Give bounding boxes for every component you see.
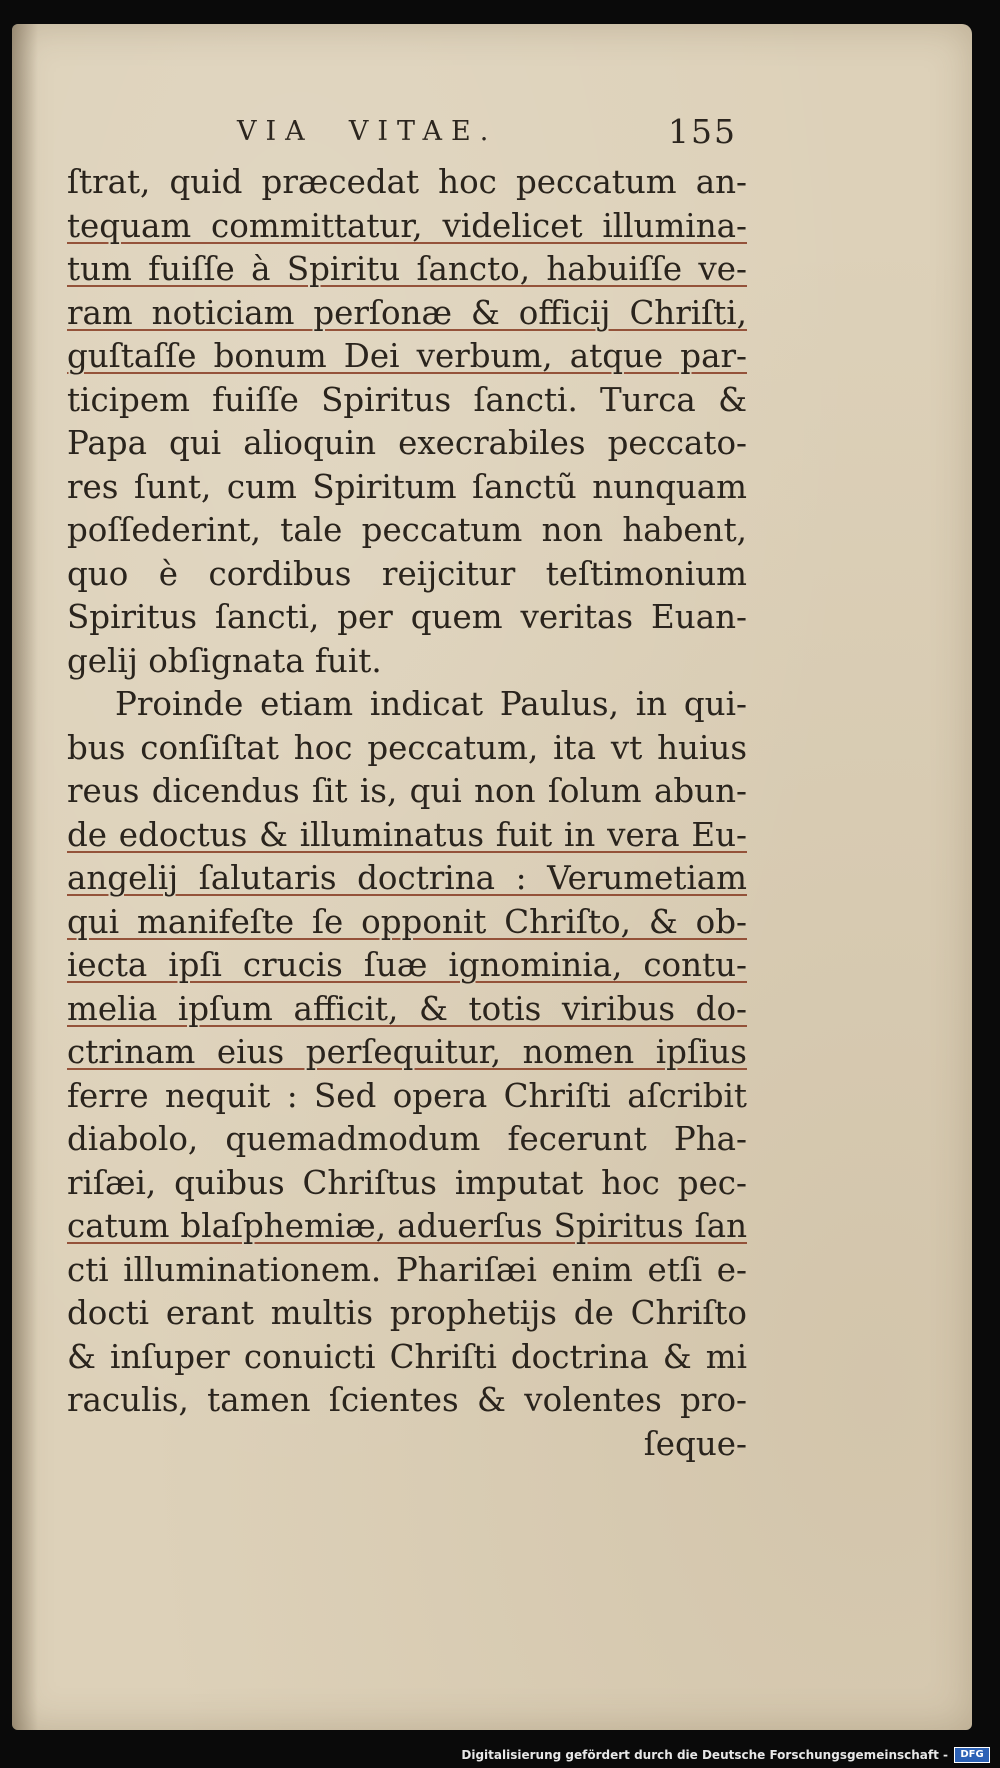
- funding-credit: Digitalisierung gefördert durch die Deutsche Forschungsgemeinschaft -: [461, 1748, 948, 1762]
- text-line: ferre nequit : Sed opera Chriſti aſcribit: [67, 1076, 747, 1115]
- text-line: angelij ſalutaris doctrina : Verumetiam: [67, 859, 747, 897]
- digitization-footer: [0, 1734, 1000, 1768]
- text-line: ſtrat, quid præcedat hoc peccatum an-: [67, 163, 747, 201]
- body-text: [67, 161, 747, 1466]
- text-line: ctrinam eius perſequitur, nomen ipſius: [67, 1033, 747, 1071]
- text-line: quo è cordibus reijcitur teſtimonium: [67, 554, 747, 593]
- catchword: ſeque-: [643, 1424, 747, 1463]
- text-line: iecta ipſi crucis ſuæ ignominia, contu-: [67, 946, 747, 984]
- text-line: ram noticiam perſonæ & officij Chriſti,: [67, 293, 747, 332]
- text-line: catum blaſphemiæ, aduerſus Spiritus ſan: [67, 1207, 747, 1245]
- text-line: melia ipſum afficit, & totis viribus do-: [67, 989, 747, 1028]
- text-line: diabolo, quemadmodum fecerunt Pha-: [67, 1120, 747, 1158]
- text-line: docti erant multis prophetijs de Chriſto: [67, 1294, 747, 1332]
- page-gutter-shadow: [12, 24, 38, 1730]
- page-number: 155: [668, 112, 737, 151]
- text-line: gelij obſignata fuit.: [67, 641, 382, 680]
- running-title: VIA VITAE.: [237, 116, 498, 147]
- text-line: bus conſiſtat hoc peccatum, ita vt huius: [67, 728, 747, 767]
- text-line: raculis, tamen ſcientes & volentes pro-: [67, 1381, 747, 1419]
- page-header: [237, 112, 737, 156]
- text-line: guſtaſſe bonum Dei verbum, atque par-: [67, 337, 747, 375]
- text-line: qui manifeſte ſe opponit Chriſto, & ob-: [67, 902, 747, 941]
- book-page: [12, 24, 972, 1730]
- text-line: res ſunt, cum Spiritum ſanctũ nunquam: [67, 467, 747, 506]
- text-line: Proinde etiam indicat Paulus, in qui-: [115, 685, 747, 723]
- text-line: ticipem fuiſſe Spiritus ſancti. Turca &: [67, 380, 747, 419]
- text-line: tequam committatur, videlicet illumina-: [67, 206, 747, 245]
- text-line: poſſederint, tale peccatum non habent,: [67, 511, 747, 549]
- dfg-logo-icon: DFG: [954, 1747, 990, 1763]
- text-line: Papa qui alioquin execrabiles peccato-: [67, 424, 747, 462]
- text-line: tum fuiſſe à Spiritu ſancto, habuiſſe ve-: [67, 250, 747, 288]
- text-line: riſæi, quibus Chriſtus imputat hoc pec-: [67, 1163, 747, 1202]
- text-line: Spiritus ſancti, per quem veritas Euan-: [67, 598, 747, 636]
- text-line: de edoctus & illuminatus fuit in vera Eu-: [67, 815, 747, 854]
- text-line: cti illuminationem. Phariſæi enim etſi e-: [67, 1250, 747, 1289]
- text-line: reus dicendus ſit is, qui non ſolum abun-: [67, 772, 747, 810]
- text-line: & inſuper conuicti Chriſti doctrina & mi: [67, 1337, 747, 1376]
